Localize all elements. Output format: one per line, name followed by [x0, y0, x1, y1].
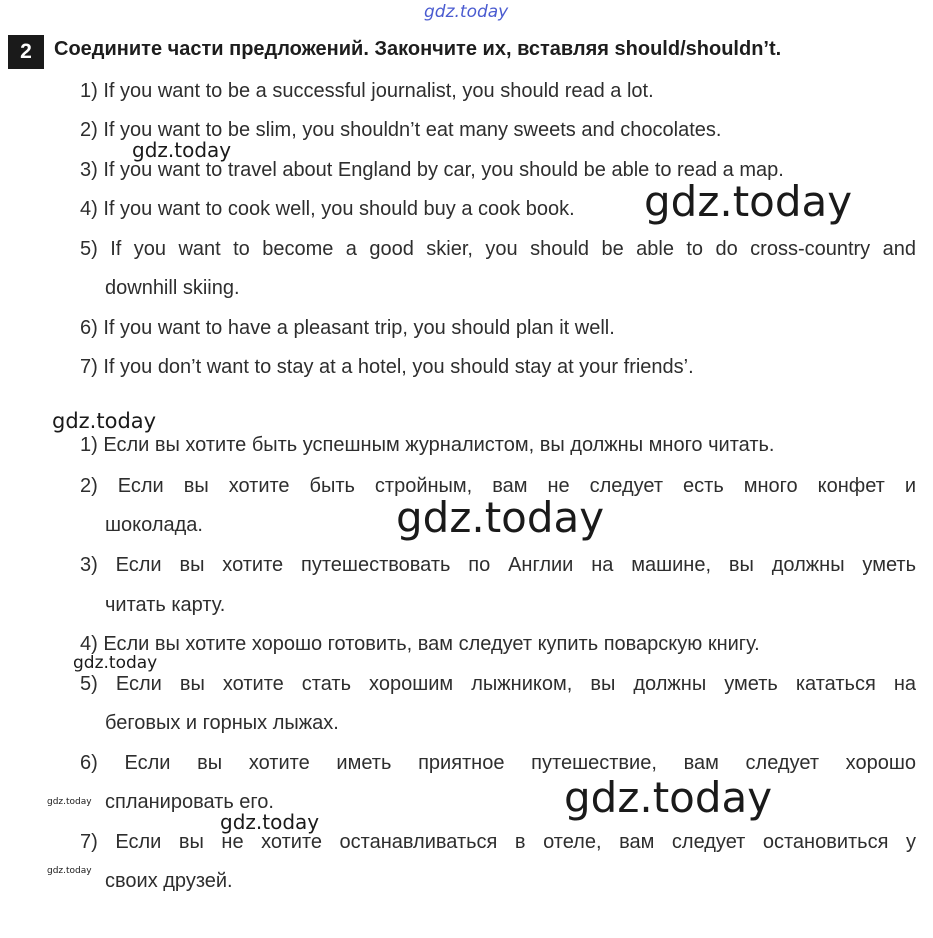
watermark-small: gdz.today: [220, 810, 320, 834]
english-line-1: 1) If you want to be a successful journalist, you should read a lot.: [80, 80, 654, 102]
watermark-tiny: gdz.today: [47, 866, 92, 876]
english-line-5a: 5) If you want to become a good skier, you should be able to do cross-country and: [80, 238, 916, 260]
watermark-large: gdz.today: [644, 177, 853, 226]
english-line-5b: downhill skiing.: [105, 277, 240, 299]
watermark-large: gdz.today: [564, 773, 773, 822]
watermark-small: gdz.today: [132, 138, 232, 162]
task-number-badge: 2: [8, 35, 44, 69]
english-line-2: 2) If you want to be slim, you shouldn’t eat many sweets and chocolates.: [80, 119, 722, 141]
russian-line-7a: 7) Если вы не хотите останавливаться в отеле, вам следует остановиться у: [80, 831, 916, 853]
english-line-6: 6) If you want to have a pleasant trip, you should plan it well.: [80, 317, 615, 339]
watermark-top: gdz.today: [424, 2, 509, 22]
task-title: Соедините части предложений. Закончите их, вставляя should/shouldn’t.: [54, 38, 782, 60]
russian-line-5a: 5) Если вы хотите стать хорошим лыжником, вы должны уметь кататься на: [80, 673, 916, 695]
english-line-7: 7) If you don’t want to stay at a hotel, you should stay at your friends’.: [80, 356, 694, 378]
russian-line-3b: читать карту.: [105, 594, 226, 616]
russian-line-4: 4) Если вы хотите хорошо готовить, вам следует купить поварскую книгу.: [80, 633, 760, 655]
watermark-small: gdz.today: [73, 653, 158, 673]
russian-line-1: 1) Если вы хотите быть успешным журналистом, вы должны много читать.: [80, 434, 775, 456]
watermark-tiny: gdz.today: [47, 797, 92, 807]
english-line-4: 4) If you want to cook well, you should buy a cook book.: [80, 198, 575, 220]
watermark-large: gdz.today: [396, 493, 605, 542]
russian-line-6b: спланировать его.: [105, 791, 274, 813]
russian-line-7b: своих друзей.: [105, 870, 233, 892]
english-line-3: 3) If you want to travel about England by car, you should be able to read a map.: [80, 159, 784, 181]
russian-line-3a: 3) Если вы хотите путешествовать по Англии на машине, вы должны уметь: [80, 554, 916, 576]
russian-line-5b: беговых и горных лыжах.: [105, 712, 339, 734]
russian-line-2a: 2) Если вы хотите быть стройным, вам не следует есть много конфет и: [80, 475, 916, 497]
watermark-small: gdz.today: [52, 409, 157, 433]
russian-line-6a: 6) Если вы хотите иметь приятное путешествие, вам следует хорошо: [80, 752, 916, 774]
russian-line-2b: шоколада.: [105, 514, 203, 536]
